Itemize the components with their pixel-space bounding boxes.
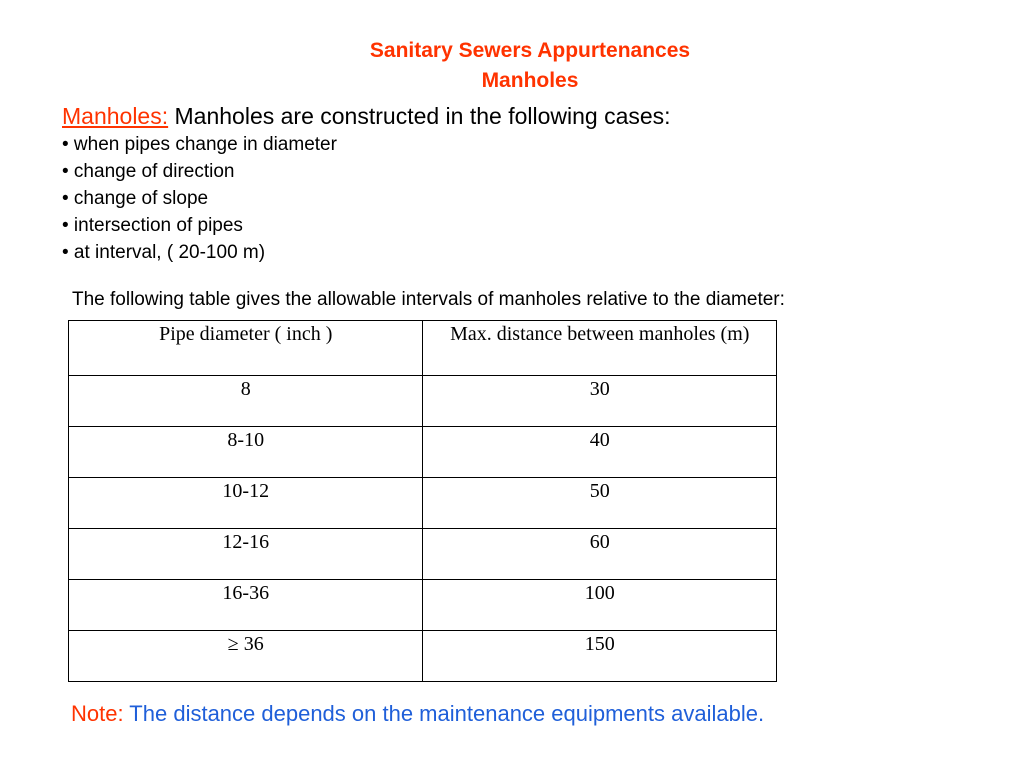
intro-line (62, 101, 671, 131)
table-cell-diameter: ≥ 36 (69, 631, 423, 682)
list-item: • at interval, ( 20-100 m) (62, 242, 266, 263)
page-title: Sanitary Sewers Appurtenances (369, 39, 691, 62)
table-row (69, 631, 777, 682)
table-cell-diameter: 16-36 (69, 580, 423, 631)
note-text: The distance depends on the maintenance equipments available. (123, 701, 765, 726)
table-cell-distance: 40 (423, 427, 777, 478)
list-item: • intersection of pipes (62, 215, 243, 236)
table-row (69, 478, 777, 529)
table-cell-diameter: 8 (69, 376, 423, 427)
page-subtitle: Manholes (481, 69, 579, 92)
table-row (69, 427, 777, 478)
table-cell-distance: 60 (423, 529, 777, 580)
table-cell-distance: 30 (423, 376, 777, 427)
table-row (69, 580, 777, 631)
manhole-interval-table (68, 320, 777, 682)
intro-text: Manholes are constructed in the following cases: (168, 103, 671, 129)
intro-label: Manholes: (62, 103, 169, 129)
list-item: • change of slope (62, 188, 209, 209)
table-caption: The following table gives the allowable intervals of manholes relative to the diameter: (72, 289, 785, 310)
table-row (69, 376, 777, 427)
table-cell-distance: 50 (423, 478, 777, 529)
table-cell-distance: 100 (423, 580, 777, 631)
note-label: Note: (71, 701, 124, 726)
table-cell-diameter: 8-10 (69, 427, 423, 478)
table-row (69, 529, 777, 580)
table-cell-distance: 150 (423, 631, 777, 682)
cases-list (62, 131, 337, 266)
list-item: • when pipes change in diameter (62, 134, 337, 155)
list-item: • change of direction (62, 161, 235, 182)
note-line (71, 699, 764, 729)
column-header-pipe-diameter: Pipe diameter ( inch ) (69, 321, 423, 376)
table-cell-diameter: 12-16 (69, 529, 423, 580)
column-header-max-distance: Max. distance between manholes (m) (423, 321, 777, 376)
table-header-row (69, 321, 777, 376)
table-cell-diameter: 10-12 (69, 478, 423, 529)
